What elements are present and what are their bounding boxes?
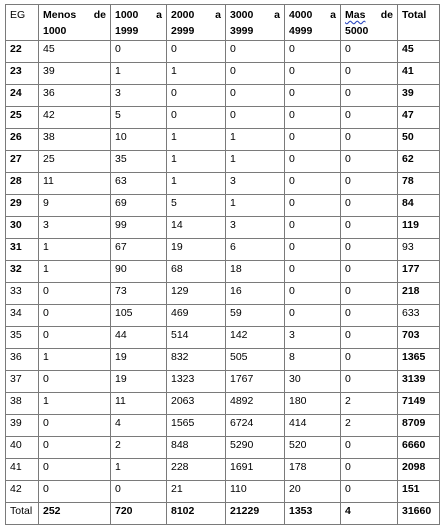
value-cell: 0 [341,349,398,371]
value-cell: 0 [341,371,398,393]
value-cell: 0 [285,305,341,327]
value-cell: 0 [285,283,341,305]
table-row [6,63,440,85]
eg-cell: 31 [6,239,39,261]
eg-cell: 38 [6,393,39,415]
header-label-word1: 2000 [171,9,195,21]
value-cell: 42 [39,107,111,129]
row-total-cell: 41 [398,63,440,85]
value-cell: 0 [167,41,226,63]
value-cell: 180 [285,393,341,415]
header-row [6,5,440,41]
header-label-word1: Menos [43,9,77,21]
value-cell: 9 [39,195,111,217]
eg-cell: 40 [6,437,39,459]
total-cell: 252 [39,503,111,525]
value-cell: 5290 [226,437,285,459]
value-cell: 1323 [167,371,226,393]
table-container [5,4,440,525]
header-label-word2: de [380,9,393,21]
value-cell: 0 [341,107,398,129]
value-cell: 1 [167,129,226,151]
value-cell: 3 [285,327,341,349]
table-row [6,151,440,173]
value-cell: 1 [39,349,111,371]
value-cell: 1 [39,261,111,283]
header-label-line2: 2999 [171,25,195,37]
total-row [6,503,440,525]
value-cell: 6 [226,239,285,261]
value-cell: 16 [226,283,285,305]
value-cell: 1 [111,459,167,481]
value-cell: 6724 [226,415,285,437]
value-cell: 0 [39,283,111,305]
value-cell: 99 [111,217,167,239]
value-cell: 0 [39,459,111,481]
row-total-cell: 151 [398,481,440,503]
total-cell: 8102 [167,503,226,525]
table-row [6,327,440,349]
row-total-cell: 3139 [398,371,440,393]
value-cell: 1 [226,195,285,217]
table-row [6,305,440,327]
total-cell: 1353 [285,503,341,525]
header-eg-label: EG [10,9,26,21]
header-label-word2: de [93,9,106,21]
value-cell: 0 [285,41,341,63]
value-cell: 1 [167,151,226,173]
row-total-cell: 39 [398,85,440,107]
value-cell: 39 [39,63,111,85]
total-cell: 21229 [226,503,285,525]
value-cell: 0 [341,239,398,261]
table-row [6,371,440,393]
value-cell: 0 [285,217,341,239]
value-cell: 0 [285,239,341,261]
value-cell: 0 [341,41,398,63]
value-cell: 19 [111,371,167,393]
value-cell: 73 [111,283,167,305]
row-total-cell: 7149 [398,393,440,415]
header-label-word1: 1000 [115,9,139,21]
eg-cell: 41 [6,459,39,481]
header-1000-1999 [111,5,167,41]
row-total-cell: 50 [398,129,440,151]
value-cell: 0 [341,129,398,151]
value-cell: 0 [341,151,398,173]
value-cell: 0 [285,63,341,85]
row-total-cell: 45 [398,41,440,63]
header-label-word1: 4000 [289,9,313,21]
value-cell: 68 [167,261,226,283]
table-row [6,459,440,481]
grand-total-cell: 31660 [398,503,440,525]
eg-cell: 30 [6,217,39,239]
value-cell: 3 [226,217,285,239]
eg-cell: 22 [6,41,39,63]
row-total-cell: 6660 [398,437,440,459]
header-eg [6,5,39,41]
row-total-cell: 78 [398,173,440,195]
value-cell: 0 [39,371,111,393]
value-cell: 0 [285,195,341,217]
value-cell: 505 [226,349,285,371]
eg-cell: 36 [6,349,39,371]
value-cell: 4892 [226,393,285,415]
value-cell: 0 [285,85,341,107]
value-cell: 2 [341,393,398,415]
value-cell: 414 [285,415,341,437]
value-cell: 520 [285,437,341,459]
header-label-word2: a [330,9,336,21]
header-label-word2: a [274,9,280,21]
row-total-cell: 93 [398,239,440,261]
value-cell: 5 [111,107,167,129]
header-menos-de-1000 [39,5,111,41]
table-row [6,173,440,195]
value-cell: 69 [111,195,167,217]
row-total-cell: 218 [398,283,440,305]
header-3000-3999 [226,5,285,41]
table-row [6,107,440,129]
value-cell: 11 [111,393,167,415]
value-cell: 3 [111,85,167,107]
table-row [6,129,440,151]
value-cell: 0 [39,481,111,503]
header-4000-4999 [285,5,341,41]
value-cell: 0 [341,173,398,195]
table-row [6,41,440,63]
table-row [6,239,440,261]
value-cell: 0 [226,63,285,85]
eg-cell: 28 [6,173,39,195]
table-row [6,437,440,459]
table-row [6,349,440,371]
value-cell: 1 [226,129,285,151]
value-cell: 0 [111,481,167,503]
value-cell: 1 [111,63,167,85]
value-cell: 228 [167,459,226,481]
eg-cell: 39 [6,415,39,437]
value-cell: 14 [167,217,226,239]
row-total-cell: 119 [398,217,440,239]
value-cell: 25 [39,151,111,173]
value-cell: 45 [39,41,111,63]
value-cell: 0 [341,305,398,327]
row-total-cell: 1365 [398,349,440,371]
value-cell: 129 [167,283,226,305]
eg-cell: 24 [6,85,39,107]
value-cell: 4 [111,415,167,437]
value-cell: 0 [341,195,398,217]
value-cell: 63 [111,173,167,195]
row-total-cell: 633 [398,305,440,327]
value-cell: 90 [111,261,167,283]
value-cell: 1767 [226,371,285,393]
value-cell: 36 [39,85,111,107]
header-label-word1: Mas [345,9,366,21]
header-label-line2: 3999 [230,25,254,37]
eg-cell: 33 [6,283,39,305]
eg-cell: 27 [6,151,39,173]
row-total-cell: 47 [398,107,440,129]
table-row [6,85,440,107]
eg-cell: 26 [6,129,39,151]
header-label-line2: 1000 [43,25,67,37]
value-cell: 0 [226,107,285,129]
value-cell: 0 [285,173,341,195]
value-cell: 1 [39,239,111,261]
header-label-line2: 5000 [345,25,369,37]
value-cell: 848 [167,437,226,459]
total-cell: 720 [111,503,167,525]
table-row [6,195,440,217]
table-row [6,481,440,503]
eg-cell: 37 [6,371,39,393]
value-cell: 0 [39,415,111,437]
value-cell: 2 [341,415,398,437]
value-cell: 1691 [226,459,285,481]
value-cell: 10 [111,129,167,151]
value-cell: 0 [285,107,341,129]
value-cell: 0 [285,261,341,283]
value-cell: 178 [285,459,341,481]
eg-cell: 29 [6,195,39,217]
table-row [6,393,440,415]
value-cell: 110 [226,481,285,503]
value-cell: 469 [167,305,226,327]
value-cell: 11 [39,173,111,195]
value-cell: 0 [341,283,398,305]
value-cell: 1 [167,63,226,85]
header-2000-2999 [167,5,226,41]
value-cell: 1 [226,151,285,173]
value-cell: 0 [39,327,111,349]
value-cell: 0 [341,261,398,283]
eg-cell: 42 [6,481,39,503]
row-total-cell: 177 [398,261,440,283]
value-cell: 0 [341,327,398,349]
value-cell: 0 [111,41,167,63]
header-mas-de-5000 [341,5,398,41]
table-row [6,283,440,305]
value-cell: 3 [39,217,111,239]
table-row [6,217,440,239]
value-cell: 21 [167,481,226,503]
value-cell: 19 [167,239,226,261]
row-total-cell: 84 [398,195,440,217]
value-cell: 0 [285,151,341,173]
eg-cell: 32 [6,261,39,283]
value-cell: 2063 [167,393,226,415]
value-cell: 1 [39,393,111,415]
table-row [6,261,440,283]
value-cell: 0 [39,305,111,327]
total-row-label: Total [6,503,39,525]
value-cell: 30 [285,371,341,393]
row-total-cell: 62 [398,151,440,173]
header-label-word2: a [156,9,162,21]
value-cell: 35 [111,151,167,173]
value-cell: 19 [111,349,167,371]
header-total [398,5,440,41]
table-row [6,415,440,437]
eg-cell: 35 [6,327,39,349]
eg-cell: 23 [6,63,39,85]
value-cell: 0 [39,437,111,459]
value-cell: 1 [167,173,226,195]
value-cell: 0 [341,459,398,481]
header-label-line2: 4999 [289,25,313,37]
value-cell: 0 [341,481,398,503]
value-cell: 20 [285,481,341,503]
value-cell: 67 [111,239,167,261]
value-cell: 0 [167,85,226,107]
value-cell: 0 [285,129,341,151]
value-cell: 0 [341,217,398,239]
header-label-word1: 3000 [230,9,254,21]
value-cell: 59 [226,305,285,327]
value-cell: 44 [111,327,167,349]
eg-cell: 34 [6,305,39,327]
total-cell: 4 [341,503,398,525]
value-cell: 3 [226,173,285,195]
value-cell: 0 [226,41,285,63]
value-cell: 832 [167,349,226,371]
value-cell: 0 [341,63,398,85]
value-cell: 8 [285,349,341,371]
row-total-cell: 8709 [398,415,440,437]
data-table [5,4,440,525]
value-cell: 1565 [167,415,226,437]
value-cell: 514 [167,327,226,349]
value-cell: 105 [111,305,167,327]
header-label-line2: 1999 [115,25,139,37]
value-cell: 38 [39,129,111,151]
header-total-label: Total [402,9,427,21]
eg-cell: 25 [6,107,39,129]
row-total-cell: 2098 [398,459,440,481]
header-label-word2: a [215,9,221,21]
value-cell: 0 [226,85,285,107]
value-cell: 5 [167,195,226,217]
row-total-cell: 703 [398,327,440,349]
value-cell: 18 [226,261,285,283]
value-cell: 0 [341,437,398,459]
value-cell: 2 [111,437,167,459]
value-cell: 0 [167,107,226,129]
value-cell: 0 [341,85,398,107]
value-cell: 142 [226,327,285,349]
